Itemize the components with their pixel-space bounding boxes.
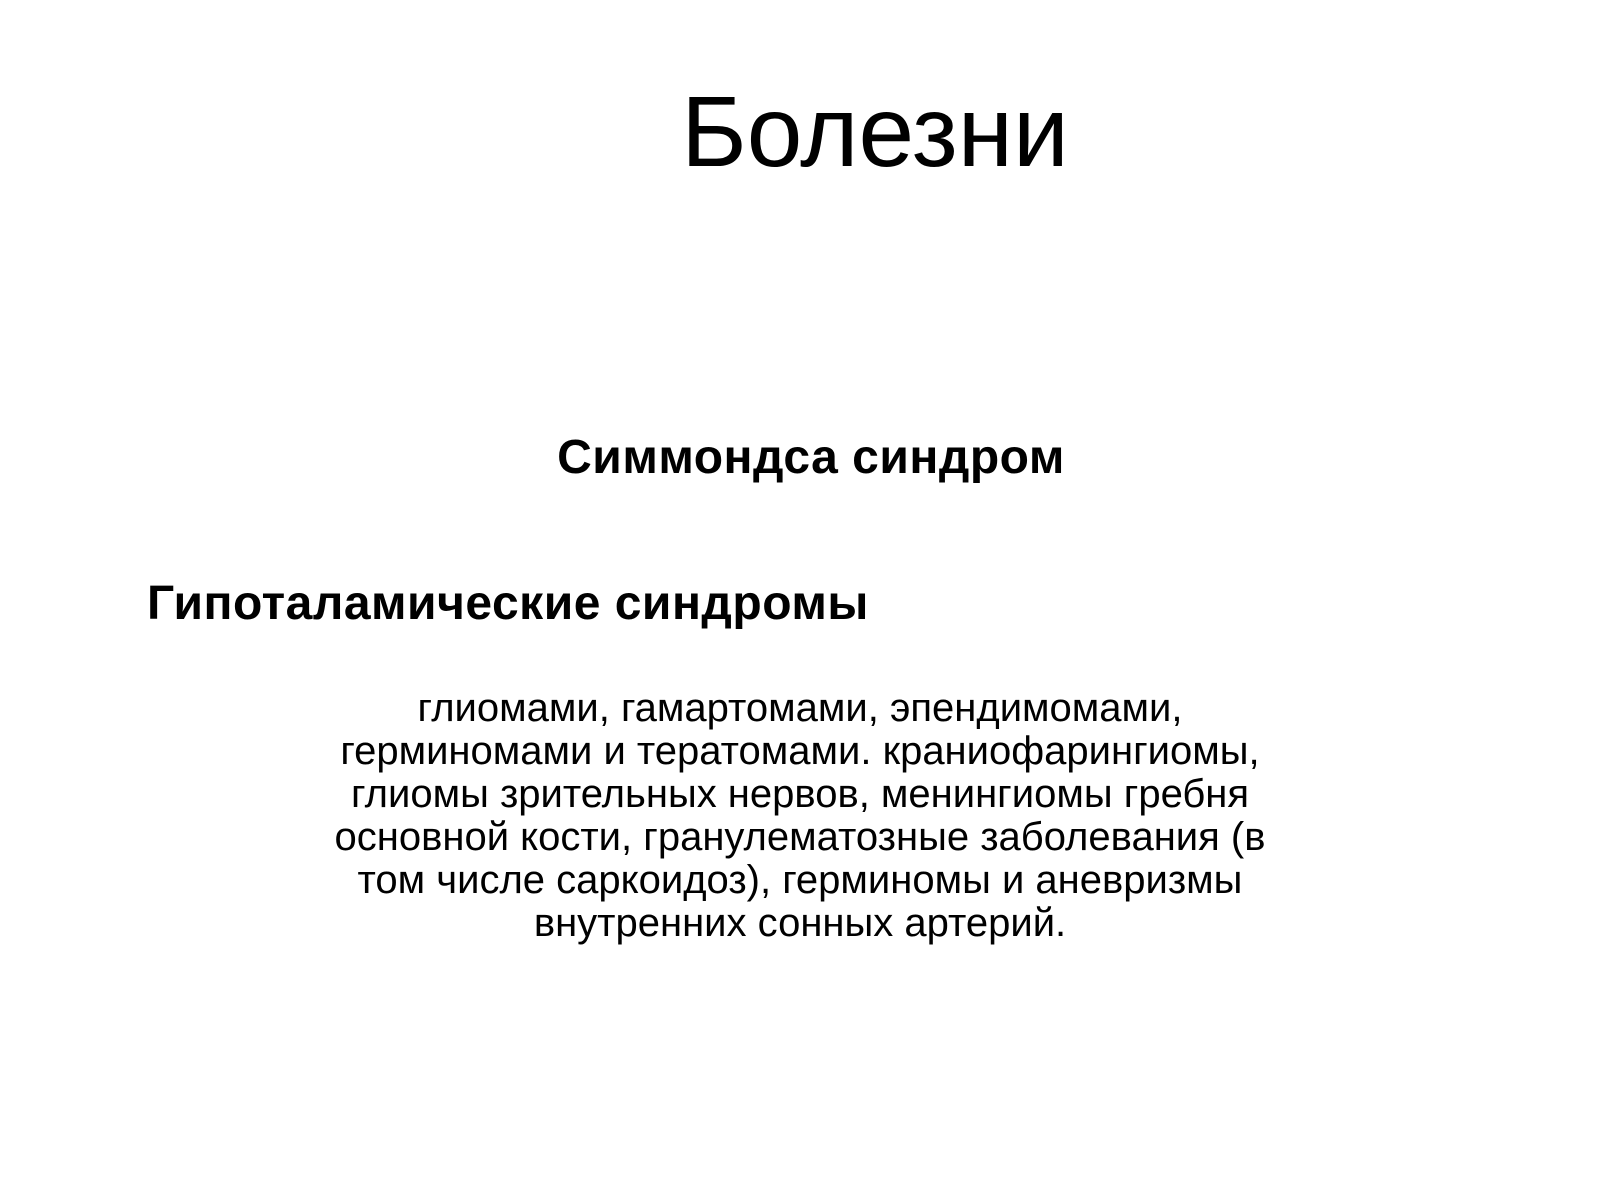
body-line: герминомами и тератомами. краниофарингиомы, bbox=[340, 729, 1260, 773]
subheading-hypothalamic: Гипоталамические синдромы bbox=[147, 577, 869, 630]
body-line: внутренних сонных артерий. bbox=[533, 901, 1067, 945]
body-line: основной кости, гранулематозные заболевания (в bbox=[334, 815, 1266, 859]
body-line: глиомы зрительных нервов, менингиомы гребня bbox=[350, 772, 1250, 816]
slide-title: Болезни bbox=[681, 76, 1069, 188]
body-line: глиомами, гамартомами, эпендимомами, bbox=[417, 686, 1183, 730]
body-line: том числе саркоидоз), герминомы и аневризмы bbox=[357, 858, 1243, 902]
body-paragraph bbox=[270, 687, 1330, 945]
subheading-simmonds: Симмондса синдром bbox=[557, 431, 1065, 484]
